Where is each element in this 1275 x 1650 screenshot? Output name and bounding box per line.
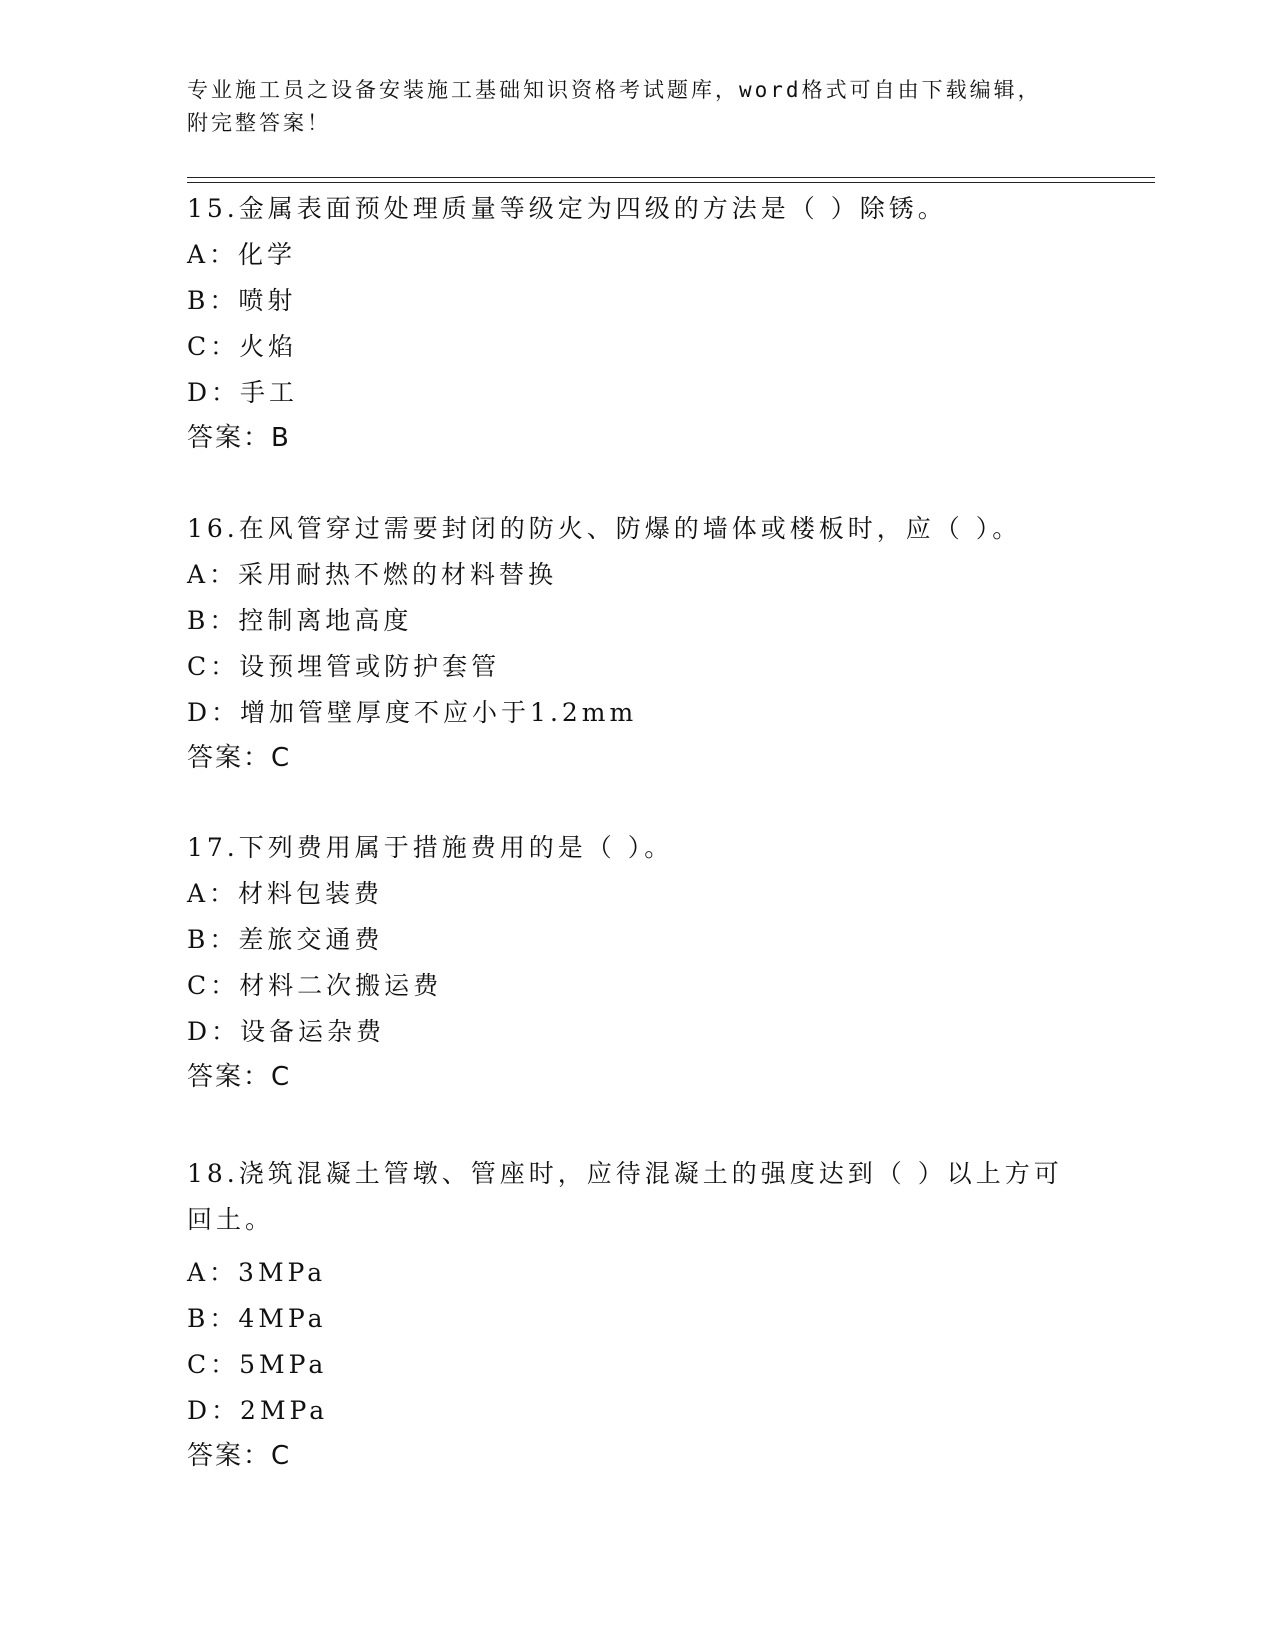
header-divider-top	[187, 177, 1155, 178]
option-c: C：火焰	[187, 332, 298, 361]
option-a: A：采用耐热不燃的材料替换	[187, 560, 558, 589]
question-16	[187, 513, 1087, 775]
option-c: C：5MPa	[187, 1350, 328, 1379]
answer: 答案：C	[187, 1062, 292, 1092]
question-title: 17.下列费用属于措施费用的是（ ）。	[187, 833, 674, 862]
question-title: 15.金属表面预处理质量等级定为四级的方法是（ ）除锈。	[187, 194, 947, 223]
question-17	[187, 832, 1087, 1094]
option-d: D：增加管壁厚度不应小于1.2mm	[187, 698, 638, 727]
document-header	[187, 74, 1067, 140]
option-a: A：材料包装费	[187, 879, 384, 908]
answer: 答案：C	[187, 1441, 292, 1471]
option-b: B：控制离地高度	[187, 606, 413, 635]
option-d: D：2MPa	[187, 1396, 329, 1425]
header-divider-bottom	[187, 182, 1155, 183]
option-c: C：设预埋管或防护套管	[187, 652, 501, 681]
option-b: B：4MPa	[187, 1304, 327, 1333]
header-line-2: 附完整答案！	[187, 111, 331, 135]
question-15	[187, 193, 1087, 455]
option-a: A：化学	[187, 240, 297, 269]
option-d: D：手工	[187, 378, 299, 407]
option-d: D：设备运杂费	[187, 1017, 386, 1046]
answer: 答案：C	[187, 743, 292, 773]
option-b: B：喷射	[187, 286, 297, 315]
header-line-1: 专业施工员之设备安装施工基础知识资格考试题库，word格式可自由下载编辑，	[187, 78, 1042, 102]
question-title: 16.在风管穿过需要封闭的防火、防爆的墙体或楼板时，应（ ）。	[187, 514, 1022, 543]
option-a: A：3MPa	[187, 1258, 327, 1287]
question-title: 18.浇筑混凝土管墩、管座时，应待混凝土的强度达到（ ）以上方可回土。	[187, 1159, 1063, 1234]
option-b: B：差旅交通费	[187, 925, 384, 954]
answer: 答案：B	[187, 423, 291, 453]
option-c: C：材料二次搬运费	[187, 971, 443, 1000]
question-18	[187, 1151, 1087, 1473]
